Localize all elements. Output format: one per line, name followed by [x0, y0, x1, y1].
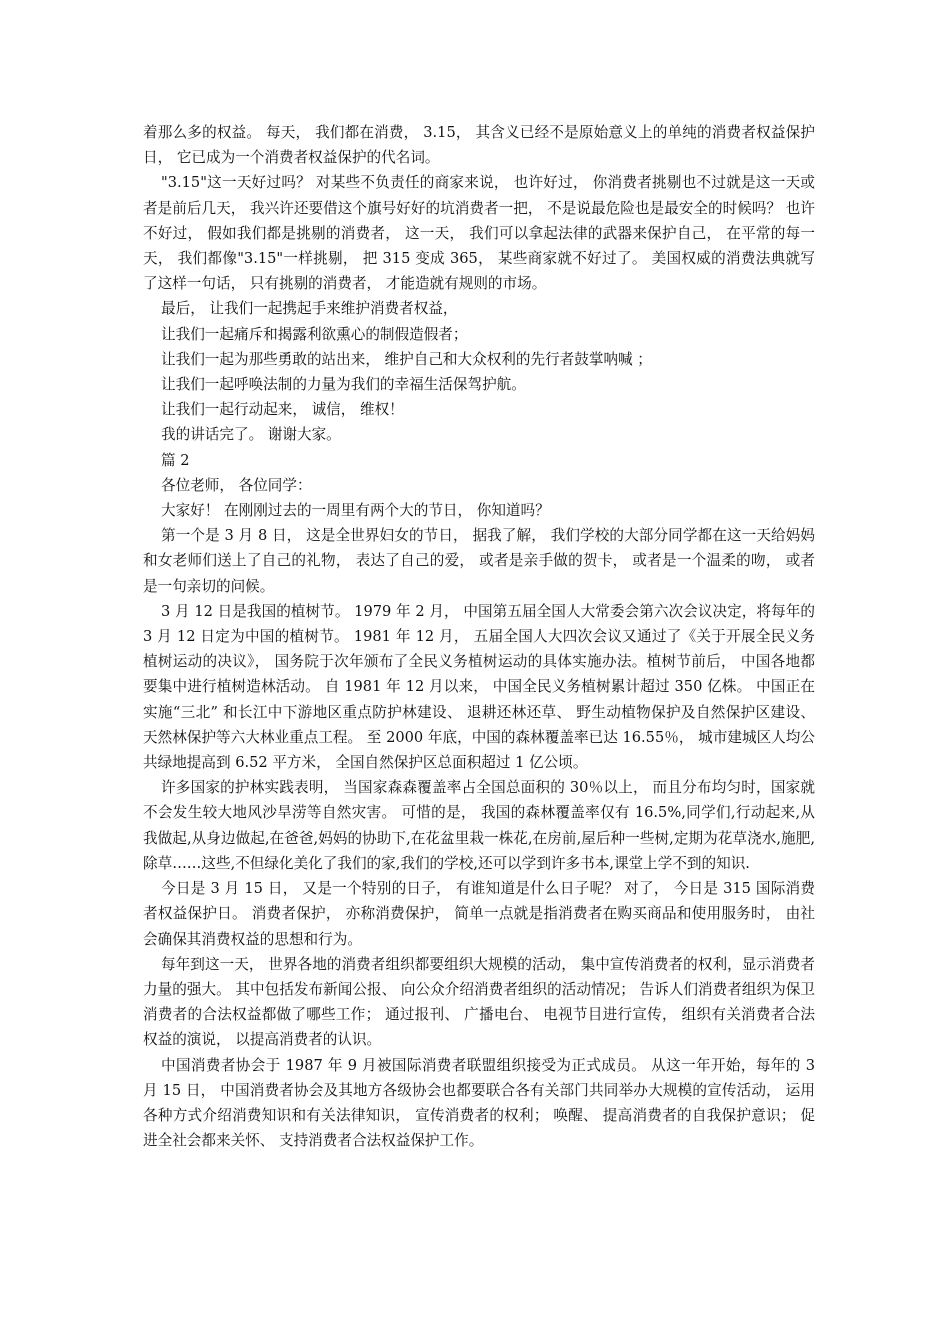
document-body [143, 120, 815, 1153]
section-heading: 篇 2 [161, 451, 190, 469]
paragraph-14: 许多国家的护林实践表明， 当国家森森覆盖率占全国总面积的 30％以上， 而且分布均匀时，国家就不会发生较大地风沙旱涝等自然灾害。 可惜的是， 我国的森林覆盖率仅有 16.5%,同学们,行动起来,从我做起,从身边做起,在爸爸,妈妈的协助下,在花盆里栽一株花,在房前,屋后种一些树,定期为花草浇水,施肥,除草……这些,不但绿化美化了我们的家,我们的学校,还可以学到许多书本,课堂上学不到的知识. [143, 779, 815, 872]
salutation: 各位老师， 各位同学： [161, 476, 312, 494]
paragraph-17: 中国消费者协会于 1987 年 9 月被国际消费者联盟组织接受为正式成员。 从这一年开始，每年的 3 月 15 日， 中国消费者协会及其地方各级协会也都要联合各有关部门共同举办大规模的宣传活动， 运用各种方式介绍消费知识和有关法律知识， 宣传消费者的权利； 唤醒、 提高消费者的自我保护意识； 促进全社会都来关怀、 支持消费者合法权益保护工作。 [143, 1056, 815, 1150]
paragraph-13: 3 月 12 日是我国的植树节。 1979 年 2 月， 中国第五届全国人大常委会第六次会议决定，将每年的 3 月 12 日定为中国的植树节。 1981 年 12 月， 五届全国人大四次会议又通过了《关于开展全民义务植树运动的决议》， 国务院于次年颁布了全民义务植树运动的具体实施办法。植树节前后， 中国各地都要集中进行植树造林活动。 自 1981 年 12 月以来， 中国全民义务植树累计超过 350 亿株。 中国正在实施“三北” 和长江中下游地区重点防护林建设、 退耕还林还草、 野生动植物保护及自然保护区建设、 天然林保护等六大林业重点工程。 至 2000 年底，中国的森林覆盖率已达 16.55％， 城市建城区人均公共绿地提高到 6.52 平方米， 全国自然保护区总面积超过 1 亿公顷。 [143, 602, 815, 772]
paragraph-6: 让我们一起呼唤法制的力量为我们的幸福生活保驾护航。 [161, 376, 526, 394]
paragraph-2: "3.15"这一天好过吗？ 对某些不负责任的商家来说， 也许好过， 你消费者挑剔也不过就是这一天或者是前后几天， 我兴许还要借这个旗号好好的坑消费者一把， 不是说最危险也是最安全的时候吗？ 也许不好过， 假如我们都是挑剔的消费者， 这一天， 我们可以拿起法律的武器来保护自己， 在平常的每一天， 我们都像"3.15"一样挑剔， 把 315 变成 365， 某些商家就不好过了。 美国权威的消费法典就写了这样一句话， 只有挑剔的消费者， 才能造就有规则的市场。 [143, 174, 815, 293]
paragraph-12: 第一个是 3 月 8 日， 这是全世界妇女的节日， 据我了解， 我们学校的大部分同学都在这一天给妈妈和女老师们送上了自己的礼物， 表达了自己的爱， 或者是亲手做的贺卡， 或者是一个温柔的吻， 或者是一句亲切的问候。 [143, 527, 815, 595]
paragraph-4: 让我们一起痛斥和揭露利欲熏心的制假造假者； [161, 325, 468, 343]
paragraph-1: 着那么多的权益。 每天， 我们都在消费， 3.15， 其含义已经不是原始意义上的单纯的消费者权益保护日， 它已成为一个消费者权益保护的代名词。 [143, 124, 815, 167]
paragraph-7: 让我们一起行动起来， 诚信， 维权！ [161, 401, 404, 419]
paragraph-5: 让我们一起为那些勇敢的站出来， 维护自己和大众权利的先行者鼓掌呐喊 ； [161, 350, 652, 368]
paragraph-11: 大家好！ 在刚刚过去的一周里有两个大的节日， 你知道吗？ [161, 502, 550, 520]
paragraph-3: 最后， 让我们一起携起手来维护消费者权益， [161, 300, 458, 318]
paragraph-8: 我的讲话完了。 谢谢大家。 [161, 426, 341, 444]
paragraph-15: 今日是 3 月 15 日， 又是一个特别的日子， 有谁知道是什么日子呢？ 对了， 今日是 315 国际消费者权益保护日。 消费者保护， 亦称消费保护， 简单一点就是指消费者在购买商品和使用服务时， 由社会确保其消费权益的思想和行为。 [143, 880, 815, 948]
paragraph-16: 每年到这一天， 世界各地的消费者组织都要组织大规模的活动， 集中宣传消费者的权利，显示消费者力量的强大。 其中包括发布新闻公报、 向公众介绍消费者组织的活动情况； 告诉人们消费者组织为保卫消费者的合法权益都做了哪些工作； 通过报刊、 广播电台、 电视节目进行宣传， 组织有关消费者合法权益的演说， 以提高消费者的认识。 [143, 955, 815, 1049]
